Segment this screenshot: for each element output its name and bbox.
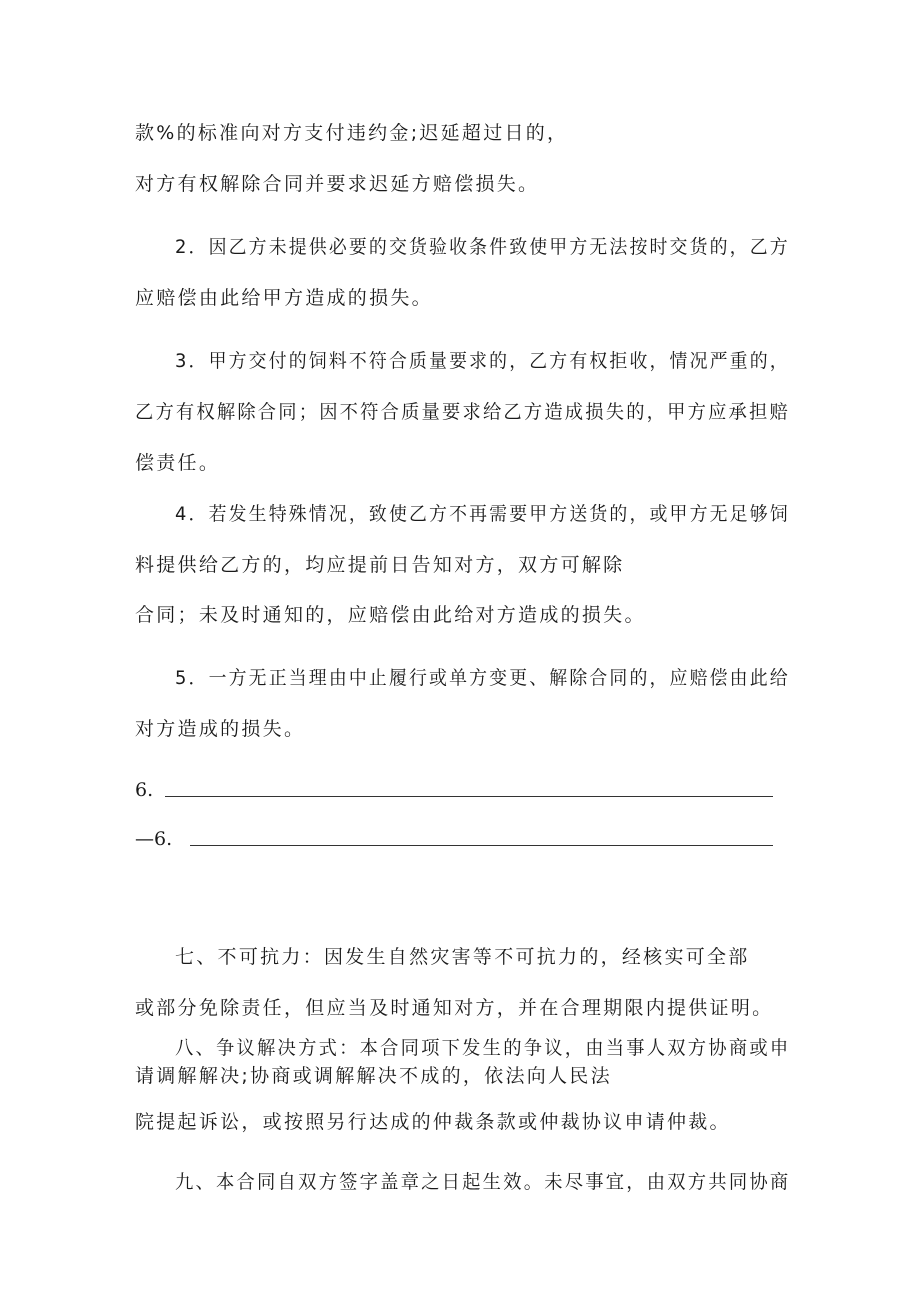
clause-2-line: 2．因乙方未提供必要的交货验收条件致使甲方无法按时交货的，乙方 xyxy=(175,236,790,258)
section-8-line: 八、争议解决方式：本合同项下发生的争议，由当事人双方协商或申 xyxy=(175,1037,791,1059)
blank-item-label: —6. xyxy=(135,828,173,850)
blank-underline xyxy=(165,796,773,797)
clause-3-line: 乙方有权解除合同；因不符合质量要求给乙方造成损失的，甲方应承担赔 xyxy=(135,401,790,423)
blank-item-label: 6. xyxy=(135,779,154,801)
section-7-line: 或部分免除责任，但应当及时通知对方，并在合理期限内提供证明。 xyxy=(135,997,774,1019)
clause-2-line: 应赔偿由此给甲方造成的损失。 xyxy=(135,287,433,309)
clause-5-line: 5．一方无正当理由中止履行或单方变更、解除合同的，应赔偿由此给 xyxy=(175,667,790,689)
blank-underline xyxy=(190,845,773,846)
clause-4-line: 4．若发生特殊情况，致使乙方不再需要甲方送货的，或甲方无足够饲 xyxy=(175,503,790,525)
text-line: 款%的标准向对方支付违约金;迟延超过日的， xyxy=(135,122,569,144)
clause-4-line: 合同；未及时通知的，应赔偿由此给对方造成的损失。 xyxy=(135,604,646,626)
clause-3-line: 3．甲方交付的饲料不符合质量要求的，乙方有权拒收，情况严重的， xyxy=(175,350,790,372)
text-line: 对方有权解除合同并要求迟延方赔偿损失。 xyxy=(135,173,540,195)
section-7-line: 七、不可抗力：因发生自然灾害等不可抗力的，经核实可全部 xyxy=(175,946,750,968)
clause-5-line: 对方造成的损失。 xyxy=(135,718,306,740)
clause-3-line: 偿责任。 xyxy=(135,452,221,474)
section-8-line: 请调解解决;协商或调解解决不成的，依法向人民法 xyxy=(135,1065,612,1087)
section-9-line: 九、本合同自双方签字盖章之日起生效。未尽事宜，由双方共同协商 xyxy=(175,1171,791,1193)
section-8-line: 院提起诉讼，或按照另行达成的仲裁条款或仲裁协议申请仲裁。 xyxy=(135,1111,731,1133)
clause-4-line: 料提供给乙方的，均应提前日告知对方，双方可解除 xyxy=(135,554,625,576)
